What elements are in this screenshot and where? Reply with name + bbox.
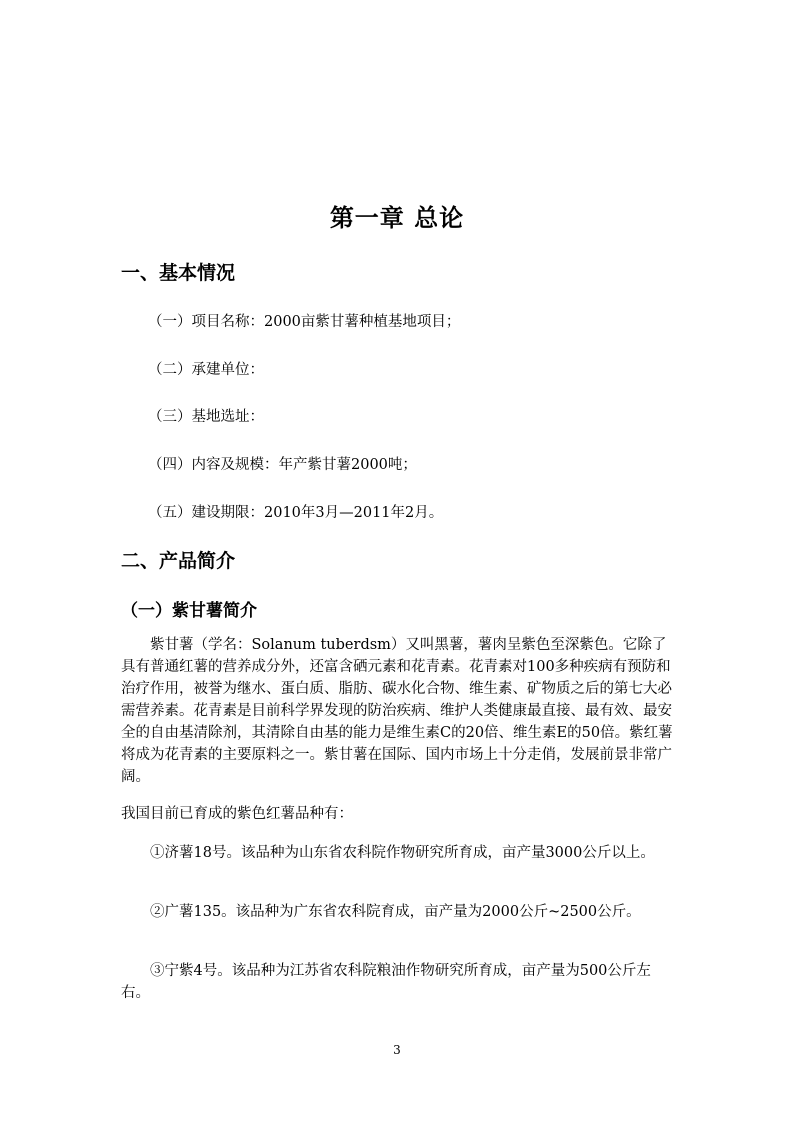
section-heading-basic-info: 一、基本情况 (121, 262, 236, 284)
basic-info-item-scale: （四）内容及规模：年产紫甘薯2000吨； (148, 457, 417, 473)
section-heading-product-intro: 二、产品简介 (121, 550, 236, 572)
page-number: 3 (393, 1043, 401, 1057)
basic-info-item-contractor: （二）承建单位： (148, 362, 264, 378)
basic-info-item-site: （三）基地选址： (148, 409, 264, 425)
variety-item-guangshu-135: ②广薯135。该品种为广东省农科院育成，亩产量为2000公斤~2500公斤。 (150, 904, 641, 920)
subsection-heading-purple-sweet-potato: （一）紫甘薯简介 (121, 601, 257, 621)
chapter-title: 第一章 总论 (329, 203, 465, 232)
variety-item-ningzi-4: ③宁紫4号。该品种为江苏省农科院粮油作物研究所育成，亩产量为500公斤左右。 (121, 963, 651, 1001)
intro-paragraph: 紫甘薯（学名：Solanum tuberdsm）又叫黑薯，薯肉呈紫色至深紫色。它除了具有普通红薯的营养成分外，还富含硒元素和花青素。花青素对100多种疾病有预防和治疗作用，被誉为继水、蛋白质、脂肪、碳水化合物、维生素、矿物质之后的第七大必需营养素。花青素是目前科学界发现的防治疾病、维护人类健康最直接、最有效、最安全的自由基清除剂，其清除自由基的能力是维生素C的20倍、维生素E的50倍。紫红薯将成为花青素的主要原料之一。紫甘薯在国际、国内市场上十分走俏，发展前景非常广阔。 (121, 637, 673, 785)
basic-info-item-period: （五）建设期限：2010年3月—2011年2月。 (148, 505, 444, 521)
basic-info-item-project-name: （一）项目名称：2000亩紫甘薯种植基地项目； (148, 314, 461, 330)
variety-item-jishu-18: ①济薯18号。该品种为山东省农科院作物研究所育成，亩产量3000公斤以上。 (150, 845, 655, 861)
varieties-intro: 我国目前已育成的紫色红薯品种有： (121, 806, 353, 822)
